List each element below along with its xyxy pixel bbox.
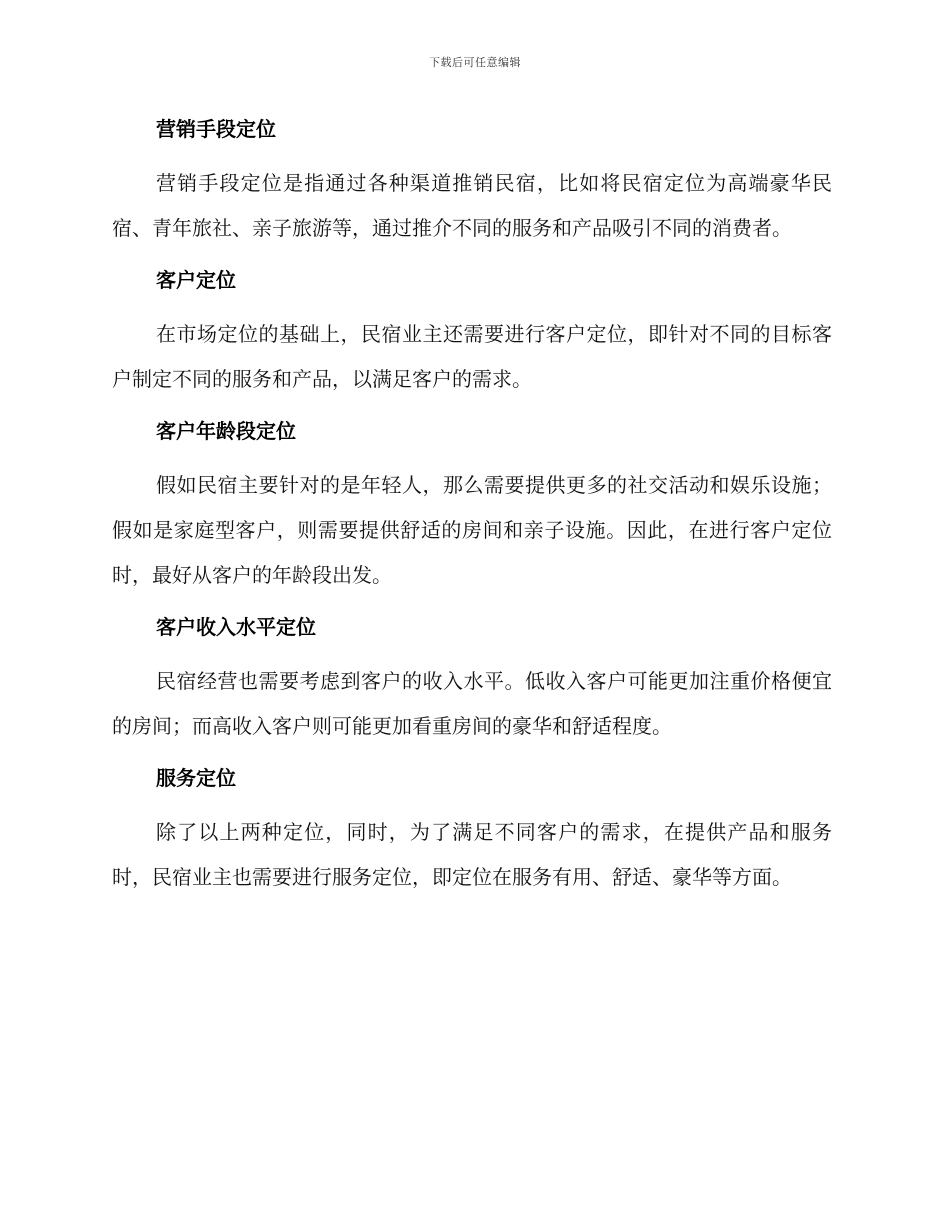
section-paragraph: 民宿经营也需要考虑到客户的收入水平。低收入客户可能更加注重价格便宜的房间；而高收入客户则可能更加看重房间的豪华和舒适程度。 <box>112 669 832 738</box>
header-note: 下载后可任意编辑 <box>429 56 521 69</box>
section-heading: 服务定位 <box>156 766 236 790</box>
section-heading: 客户年龄段定位 <box>156 419 296 443</box>
section-heading: 客户定位 <box>156 268 236 292</box>
section-heading: 营销手段定位 <box>156 117 276 141</box>
section-paragraph: 在市场定位的基础上，民宿业主还需要进行客户定位，即针对不同的目标客户制定不同的服务和产品，以满足客户的需求。 <box>112 322 832 391</box>
section-paragraph: 除了以上两种定位，同时，为了满足不同客户的需求，在提供产品和服务时，民宿业主也需要进行服务定位，即定位在服务有用、舒适、豪华等方面。 <box>112 820 832 889</box>
document-body <box>112 111 832 911</box>
section-paragraph: 营销手段定位是指通过各种渠道推销民宿，比如将民宿定位为高端豪华民宿、青年旅社、亲子旅游等，通过推介不同的服务和产品吸引不同的消费者。 <box>112 171 832 240</box>
section-heading: 客户收入水平定位 <box>156 615 316 639</box>
section-paragraph: 假如民宿主要针对的是年轻人，那么需要提供更多的社交活动和娱乐设施；假如是家庭型客户，则需要提供舒适的房间和亲子设施。因此，在进行客户定位时，最好从客户的年龄段出发。 <box>112 473 832 587</box>
